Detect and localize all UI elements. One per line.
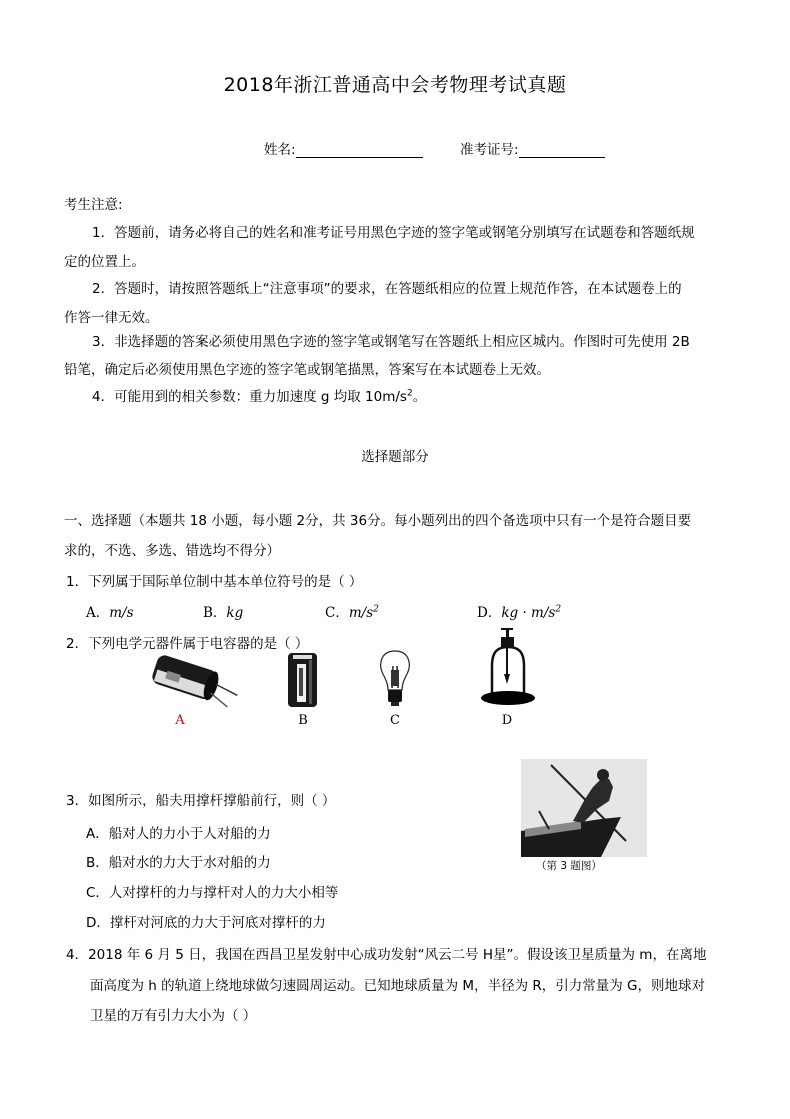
notice-item-2-line2: 作答一律无效。 [64,310,159,326]
question-1-option-a[interactable] [86,601,134,621]
question-4-stem-line3: 卫星的万有引力大小为（ ） [90,1008,257,1024]
question-1-option-c[interactable] [325,601,379,621]
section-title: 选择题部分 [361,449,429,465]
notice-item-4-suffix: 。 [412,389,427,405]
notice-item-1-line2: 定的位置上。 [64,254,145,270]
option-label: A． [86,605,110,621]
question-1-stem: 1．下列属于国际单位制中基本单位符号的是（ ） [66,574,363,590]
option-label: C． [325,605,349,621]
option-label: B． [203,605,227,621]
question-1-option-d[interactable] [477,601,561,621]
notice-item-3-line1: 3．非选择题的答案必须使用黑色字迹的签字笔或钢笔写在答题纸上相应区城内。作图时可先使用 2B [92,334,690,350]
name-field [264,138,423,158]
figure-label-b: B [298,713,308,728]
electroscope-image [478,626,538,708]
notice-item-1-line1: 1．答题前，请务必将自己的姓名和准考证号用黑色字迹的签字笔或钢笔分别填写在试题卷和答题纸规 [92,225,695,241]
light-bulb-image [375,648,415,710]
figure-label-c: C [390,713,400,728]
question-3-option-a[interactable]: A．船对人的力小于人对船的力 [86,826,271,842]
figure-label-a: A [175,713,185,728]
option-text: kg [226,605,244,621]
notice-item-4 [92,385,426,405]
exam-id-label: 准考证号: [460,142,519,158]
name-blank[interactable] [296,143,423,158]
exam-id-field [460,138,605,158]
exam-id-blank[interactable] [519,143,605,158]
notice-item-3-line2: 铅笔，确定后必须使用黑色字迹的签字笔或钢笔描黑，答案写在本试题卷上无效。 [64,362,550,378]
question-2-stem: 2．下列电学元器件属于电容器的是（ ） [66,636,309,652]
notice-heading: 考生注意: [64,197,123,213]
question-1-option-b[interactable] [203,601,243,621]
name-label: 姓名: [264,142,296,158]
figure-label-d: D [501,713,513,728]
section-intro-line1: 一、选择题（本题共 18 小题，每小题 2分，共 36分。每小题列出的四个备选项中只有一个是符合题目要 [64,513,692,529]
question-3-figure-caption: （第 3 题图） [536,860,602,872]
notice-item-4-sup: 2 [406,388,413,399]
boatman-image [521,759,647,857]
option-sup: 2 [555,604,562,615]
option-text: m/s [109,605,134,621]
question-4-stem-line1: 4．2018 年 6 月 5 日，我国在西昌卫星发射中心成功发射“风云二号 H星”。假设该卫星质量为 m，在离地 [66,947,707,963]
option-label: D． [477,605,502,621]
page-title: 2018年浙江普通高中会考物理考试真题 [223,74,567,96]
notice-item-2-line1: 2．答题时，请按照答题纸上“注意事项”的要求，在答题纸相应的位置上规范作答，在本试题卷上的 [92,281,682,297]
question-3-stem: 3．如图所示，船夫用撑杆撑船前行，则（ ） [66,793,336,809]
section-intro-line2: 求的，不选、多选、错选均不得分） [64,543,280,559]
notice-item-4-text: 4．可能用到的相关参数：重力加速度 g 均取 10m/s [92,389,407,405]
capacitor-image [148,655,243,710]
question-4-stem-line2: 面高度为 h 的轨道上绕地球做匀速圆周运动。已知地球质量为 M，半径为 R，引力常量为 G，则地球对 [90,978,706,994]
option-text: kg · m/s [501,605,556,621]
question-3-option-c[interactable]: C．人对撑杆的力与撑杆对人的力大小相等 [86,885,339,901]
question-3-option-b[interactable]: B．船对水的力大于水对船的力 [86,855,271,871]
option-text: m/s [348,605,374,621]
question-3-option-d[interactable]: D．撑杆对河底的力大于河底对撑杆的力 [86,915,326,931]
battery-image [285,650,320,710]
option-sup: 2 [373,604,379,615]
